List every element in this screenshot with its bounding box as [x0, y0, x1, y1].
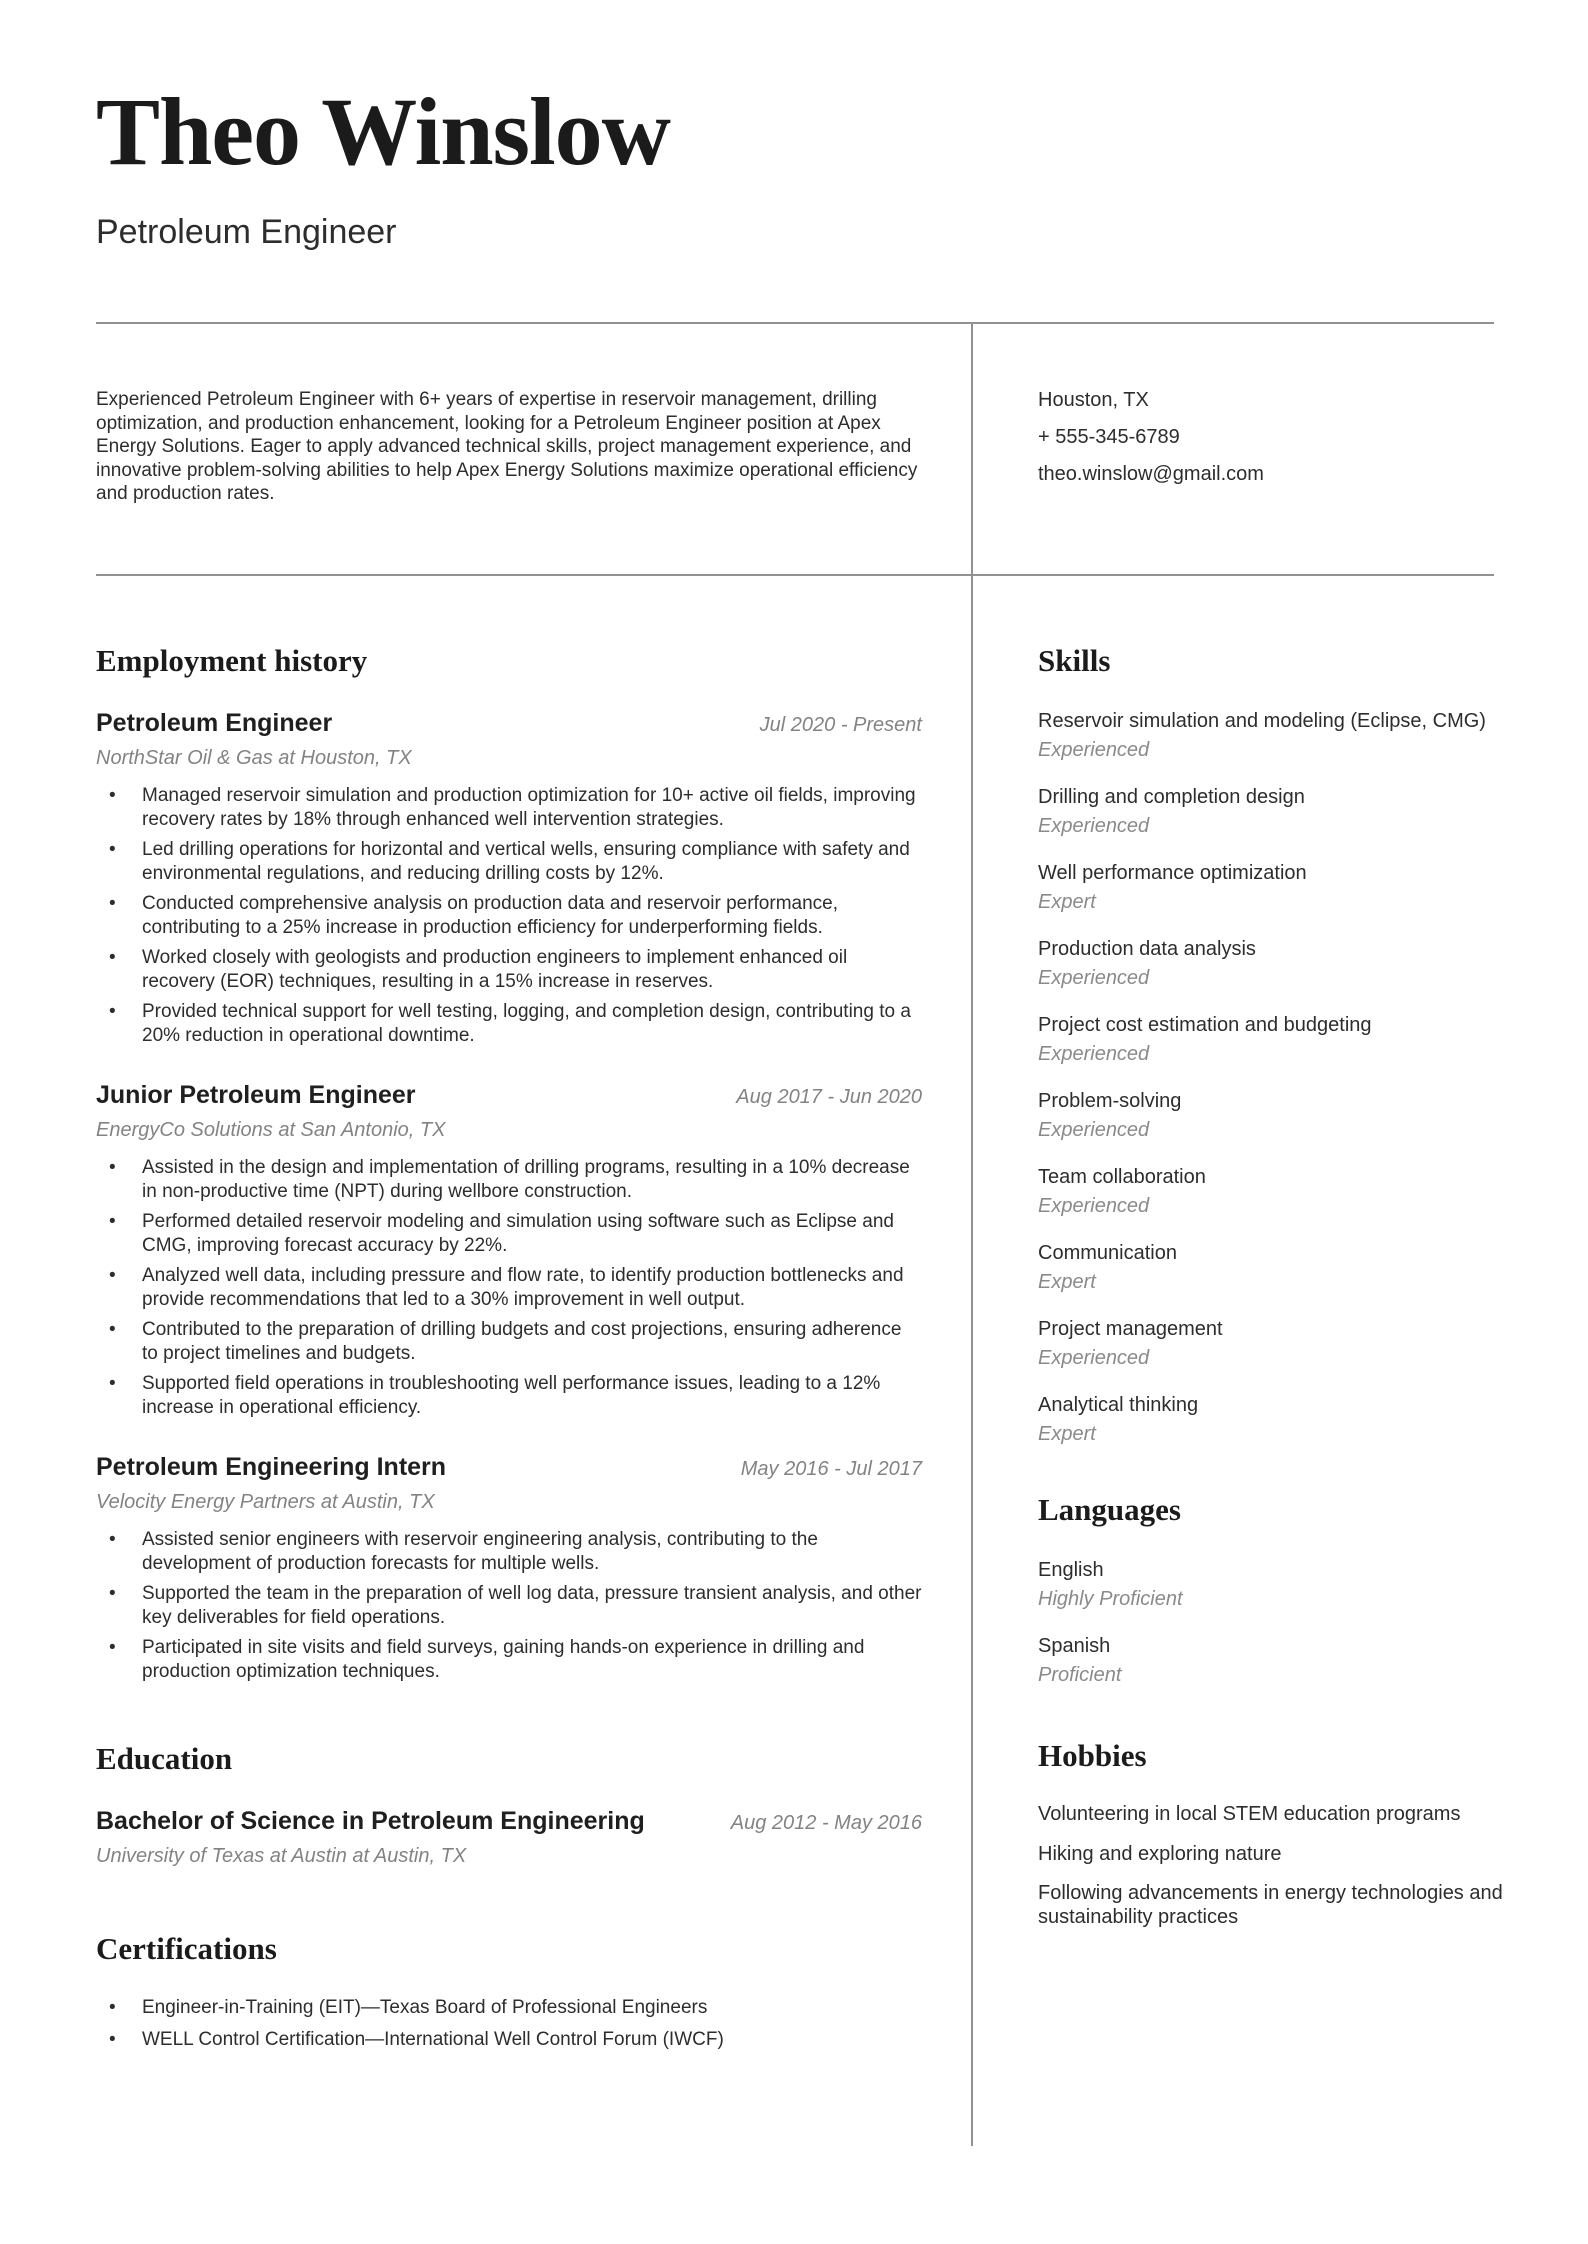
- skill-item: [1038, 1392, 1503, 1446]
- job-entry-header: [96, 1080, 922, 1110]
- certification-text: Engineer-in-Training (EIT)—Texas Board of Professional Engineers: [142, 1997, 708, 2018]
- section-heading-languages: Languages: [1038, 1492, 1181, 1527]
- skill-level: Experienced: [1038, 967, 1150, 989]
- candidate-job-title: Petroleum Engineer: [96, 213, 397, 251]
- job-bullet-text: Led drilling operations for horizontal and vertical wells, ensuring compliance with safety and environmental regulations, and reducing drilling costs by 12%.: [142, 839, 910, 884]
- skill-item: [1038, 784, 1503, 838]
- job-bullet-text: Managed reservoir simulation and production optimization for 10+ active oil fields, improving recovery rates by 18% through enhanced well intervention strategies.: [142, 785, 916, 830]
- job-bullet: [96, 1636, 922, 1683]
- job-dates: Aug 2017 - Jun 2020: [736, 1086, 922, 1108]
- side-column: [1038, 574, 1503, 1945]
- skill-name: Team collaboration: [1038, 1166, 1206, 1188]
- skill-item: [1038, 708, 1503, 762]
- job-title: Petroleum Engineering Intern: [96, 1453, 447, 1481]
- skill-level: Expert: [1038, 891, 1096, 913]
- job-bullet-list: [96, 1528, 922, 1683]
- certifications-list: [96, 1996, 922, 2051]
- skill-item: [1038, 1088, 1503, 1142]
- job-bullet: [96, 838, 922, 885]
- language-item: [1038, 1557, 1503, 1611]
- job-bullet-text: Contributed to the preparation of drilling budgets and cost projections, ensuring adherence to project timelines and budgets.: [142, 1319, 902, 1364]
- hobby-item: Volunteering in local STEM education programs: [1038, 1803, 1461, 1825]
- skill-item: [1038, 1012, 1503, 1066]
- section-heading-employment: Employment history: [96, 643, 368, 678]
- skill-level: Experienced: [1038, 1195, 1150, 1217]
- language-item: [1038, 1633, 1503, 1687]
- job-bullet: [96, 1264, 922, 1311]
- skill-name: Drilling and completion design: [1038, 786, 1305, 808]
- hobbies-list: [1038, 1803, 1503, 1929]
- job-bullet: [96, 1318, 922, 1365]
- job-bullet: [96, 1210, 922, 1257]
- skill-name: Project management: [1038, 1318, 1223, 1340]
- job-bullet: [96, 1582, 922, 1629]
- job-bullet: [96, 1000, 922, 1047]
- language-level: Highly Proficient: [1038, 1588, 1183, 1610]
- job-bullet: [96, 892, 922, 939]
- job-bullet-list: [96, 1156, 922, 1419]
- job-dates: May 2016 - Jul 2017: [740, 1458, 922, 1480]
- skill-name: Well performance optimization: [1038, 862, 1307, 884]
- contact-location: Houston, TX: [1038, 389, 1149, 411]
- profile-summary: Experienced Petroleum Engineer with 6+ years of expertise in reservoir management, drilling optimization, and production enhancement, looking for a Petroleum Engineer position at Apex Energy Solutions. Eager to apply advanced technical skills, project management experience, and innovative problem-solving abilities to help Apex Energy Solutions maximize operational efficiency and production rates.: [96, 389, 918, 504]
- candidate-name: Theo Winslow: [96, 78, 670, 185]
- hobby-item: Hiking and exploring nature: [1038, 1842, 1282, 1865]
- skill-level: Expert: [1038, 1271, 1096, 1293]
- education-entry: [96, 1806, 922, 1868]
- job-bullet-text: Performed detailed reservoir modeling and simulation using software such as Eclipse and CMG, improving forecast accuracy by 22%.: [142, 1211, 894, 1256]
- skill-name: Problem-solving: [1038, 1090, 1182, 1112]
- contact-block: [1038, 388, 1498, 499]
- contact-email: theo.winslow@gmail.com: [1038, 463, 1264, 485]
- job-bullet-text: Worked closely with geologists and production engineers to implement enhanced oil recovery (EOR) techniques, resulting in a 15% increase in reserves.: [142, 947, 848, 992]
- skill-name: Communication: [1038, 1242, 1177, 1264]
- language-level: Proficient: [1038, 1664, 1122, 1686]
- job-company: NorthStar Oil & Gas at Houston, TX: [96, 747, 412, 769]
- degree-title: Bachelor of Science in Petroleum Engineering: [96, 1807, 645, 1835]
- contact-phone: + 555-345-6789: [1038, 426, 1180, 448]
- skill-level: Experienced: [1038, 1347, 1150, 1369]
- languages-list: [1038, 1557, 1503, 1687]
- certification-item: [96, 1996, 922, 2020]
- skill-item: [1038, 936, 1503, 990]
- skill-item: [1038, 1316, 1503, 1370]
- skill-item: [1038, 1164, 1503, 1218]
- job-company: Velocity Energy Partners at Austin, TX: [96, 1491, 435, 1513]
- education-dates: Aug 2012 - May 2016: [730, 1812, 922, 1834]
- job-bullet-list: [96, 784, 922, 1047]
- job-company: EnergyCo Solutions at San Antonio, TX: [96, 1119, 446, 1141]
- employment-list: [96, 708, 922, 1683]
- certification-text: WELL Control Certification—International Well Control Forum (IWCF): [142, 2028, 724, 2050]
- job-bullet: [96, 1156, 922, 1203]
- section-heading-skills: Skills: [1038, 643, 1111, 678]
- job-bullet-text: Assisted in the design and implementation of drilling programs, resulting in a 10% decrease in non-productive time (NPT) during wellbore construction.: [142, 1157, 910, 1202]
- job-entry: [96, 1080, 922, 1419]
- job-entry: [96, 708, 922, 1047]
- skill-item: [1038, 1240, 1503, 1294]
- certification-item: [96, 2028, 922, 2052]
- job-entry-header: [96, 1452, 922, 1482]
- job-bullet-text: Provided technical support for well testing, logging, and completion design, contributing to a 20% reduction in operational downtime.: [142, 1001, 911, 1046]
- column-divider: [971, 322, 973, 2146]
- job-title: Petroleum Engineer: [96, 709, 333, 737]
- skill-level: Expert: [1038, 1423, 1096, 1445]
- job-bullet-text: Supported field operations in troubleshooting well performance issues, leading to a 12% increase in operational efficiency.: [142, 1373, 881, 1418]
- skill-level: Experienced: [1038, 739, 1150, 761]
- skill-item: [1038, 860, 1503, 914]
- skill-name: Analytical thinking: [1038, 1394, 1199, 1416]
- skill-name: Production data analysis: [1038, 938, 1256, 960]
- skill-level: Experienced: [1038, 1043, 1150, 1065]
- job-bullet-text: Assisted senior engineers with reservoir engineering analysis, contributing to the development of production forecasts for multiple wells.: [142, 1529, 818, 1574]
- section-heading-education: Education: [96, 1741, 233, 1776]
- skill-name: Reservoir simulation and modeling (Eclipse, CMG): [1038, 710, 1486, 732]
- job-bullet-text: Analyzed well data, including pressure and flow rate, to identify production bottlenecks and provide recommendations that led to a 30% improvement in well output.: [142, 1265, 904, 1310]
- education-entry-header: [96, 1806, 922, 1836]
- job-title: Junior Petroleum Engineer: [96, 1081, 416, 1109]
- skill-level: Experienced: [1038, 815, 1150, 837]
- job-bullet: [96, 1528, 922, 1575]
- job-bullet-text: Supported the team in the preparation of well log data, pressure transient analysis, and other key deliverables for field operations.: [142, 1583, 922, 1628]
- language-name: Spanish: [1038, 1635, 1111, 1657]
- job-bullet-text: Participated in site visits and field surveys, gaining hands-on experience in drilling and production optimization techniques.: [142, 1637, 865, 1682]
- top-divider: [96, 322, 1494, 324]
- job-entry-header: [96, 708, 922, 738]
- section-heading-hobbies: Hobbies: [1038, 1738, 1147, 1773]
- skill-level: Experienced: [1038, 1119, 1150, 1141]
- language-name: English: [1038, 1559, 1104, 1581]
- job-dates: Jul 2020 - Present: [759, 714, 922, 736]
- job-bullet: [96, 784, 922, 831]
- main-column: [96, 574, 922, 2059]
- job-bullet-text: Conducted comprehensive analysis on production data and reservoir performance, contributing to a 25% increase in production efficiency for underperforming fields.: [142, 893, 839, 938]
- job-bullet: [96, 1372, 922, 1419]
- job-bullet: [96, 946, 922, 993]
- hobby-item: Following advancements in energy technologies and sustainability practices: [1038, 1882, 1503, 1928]
- section-heading-certifications: Certifications: [96, 1931, 277, 1966]
- skills-list: [1038, 708, 1503, 1446]
- skill-name: Project cost estimation and budgeting: [1038, 1014, 1372, 1036]
- job-entry: [96, 1452, 922, 1683]
- education-school: University of Texas at Austin at Austin, TX: [96, 1845, 467, 1867]
